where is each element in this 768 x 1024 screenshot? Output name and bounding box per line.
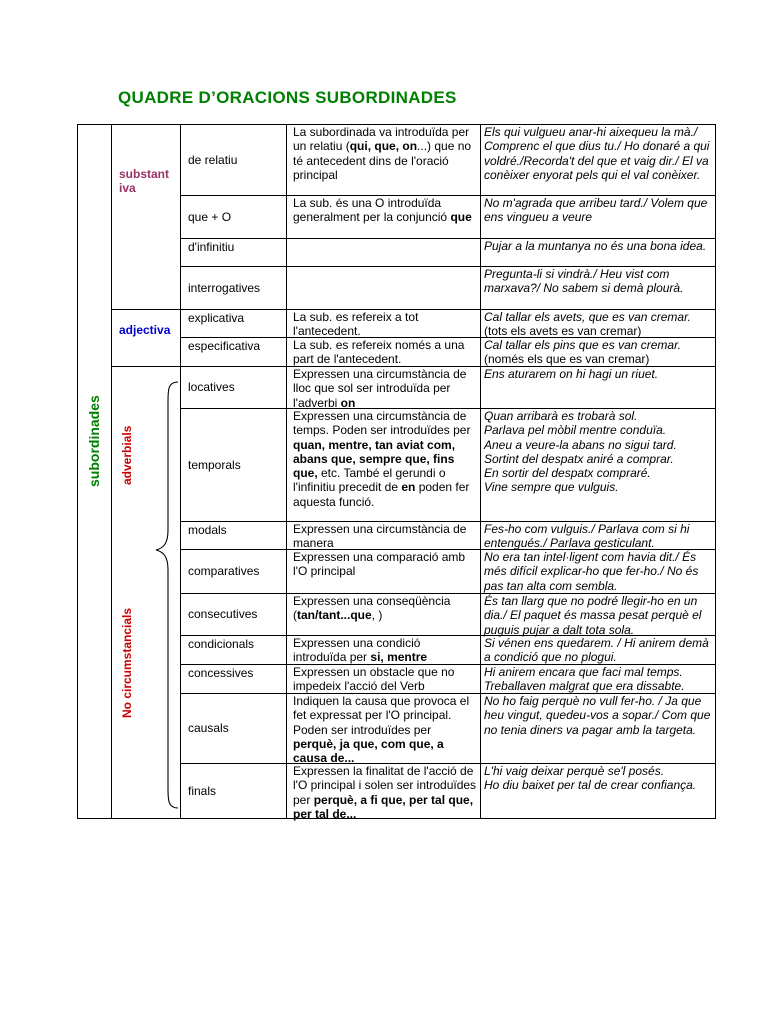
text-run: La sub. es refereix només a una part de l'antecedent. — [293, 338, 465, 367]
row-type: temporals — [188, 457, 241, 472]
bold-run: on — [340, 395, 356, 410]
row-description — [293, 310, 477, 339]
adverbials-label: adverbials — [120, 425, 134, 485]
text-run: , ) — [371, 608, 383, 623]
text-run: La subordinada va introduïda per un relatiu ( — [293, 125, 470, 154]
bold-run: perquè, ja que, com que, a causa de... — [293, 736, 444, 766]
text-run: Expressen una condició introduïda per — [293, 636, 421, 665]
bold-run: tan/tant...que — [297, 608, 372, 623]
row-type: concessives — [188, 666, 254, 680]
text-run: Expressen una circumstància de temps. Poden ser introduïdes per — [293, 409, 471, 438]
text-run: En sortir del despatx compraré. — [484, 466, 651, 481]
row-example — [484, 594, 712, 637]
text-run: Cal tallar els avets, que es van cremar. — [484, 310, 691, 324]
text-run: Parlava pel mòbil mentre conduïa. — [484, 423, 667, 438]
text-run: ( — [293, 608, 297, 623]
row-description — [293, 338, 477, 367]
grid-line — [111, 124, 112, 819]
bold-run: qui, que, on — [349, 139, 418, 154]
row-example — [484, 338, 712, 367]
text-run: Expressen una circumstància de lloc que sol ser introduïda per l'adverbi — [293, 367, 467, 410]
row-example — [484, 267, 712, 296]
text-run: Vine sempre que vulguis. — [484, 480, 619, 495]
row-example — [484, 522, 712, 551]
text-run: Ho diu baixet per tal de crear confiança. — [484, 778, 697, 793]
row-type: finals — [188, 784, 217, 798]
text-run: Hi anirem encara que faci mal temps. — [484, 665, 683, 679]
text-run: No m'agrada que arribeu tard./ Volem que ens vingueu a veure — [484, 196, 708, 225]
text-run: Fes-ho com vulguis./ Parlava com si hi entengués./ Parlava gesticulant. — [484, 522, 690, 551]
text-run: Aneu a veure-la abans no sigui tard. — [484, 437, 677, 452]
row-type: causals — [188, 721, 229, 735]
row-description — [293, 125, 477, 182]
text-run: Expressen una circumstància de manera — [293, 522, 467, 551]
text-run: És tan llarg que no podré llegir-ho en un dia./ El paquet és massa pesat perquè el puguis pujar a dalt tota sola. — [484, 594, 702, 637]
text-run: No ho faig perquè no vull fer-ho. / Ja que heu vingut, quedeu-vos a sopar./ Com que no tenia diners va pagar amb la targeta. — [484, 694, 711, 737]
text-run: Quan arribarà es trobarà sol. — [484, 409, 638, 423]
row-example — [484, 310, 712, 339]
text-run: Expressen un obstacle que no impedeix l'acció del Verb — [293, 665, 455, 694]
no-circumstancials-label: No circumstancials — [120, 607, 134, 718]
bold-run: perquè, a fi que, per tal que, per tal de... — [293, 792, 474, 821]
row-type: locatives — [188, 380, 235, 394]
subordinades-label: subordinades — [86, 395, 102, 487]
bold-run: en — [401, 480, 416, 495]
row-description — [293, 522, 477, 551]
row-type: interrogatives — [188, 280, 261, 295]
row-description — [293, 409, 477, 509]
text-run: etc. També el gerundi o l'infinitiu precedit de — [293, 466, 446, 495]
plain-run: (tots els avets es van cremar) — [484, 324, 642, 339]
text-run: ...) que no té antecedent dins de l'oració principal — [293, 139, 472, 182]
row-description — [293, 636, 477, 665]
bold-run: quan, mentre, tan aviat com, abans que, sempre que, fins que, — [293, 437, 456, 481]
text-run: Pregunta-li si vindrà./ Heu vist com marxava?/ No sabem si demà plourà. — [484, 267, 684, 296]
grid-line — [286, 124, 287, 819]
plain-run: (només els que es van cremar) — [484, 352, 650, 367]
grid-line — [480, 124, 481, 819]
text-run: Cal tallar els pins que es van cremar. — [484, 338, 681, 352]
row-type: modals — [188, 523, 227, 537]
row-type: que + O — [188, 209, 232, 224]
text-run: Expressen la finalitat de l'acció de l'O principal i solen ser introduïdes per — [293, 764, 477, 807]
text-run: Expressen una comparació amb l'O principal — [293, 550, 466, 579]
row-description — [293, 764, 477, 821]
text-run: L'hi vaig deixar perquè se'l posés. — [484, 764, 665, 778]
row-example — [484, 636, 712, 665]
row-type: explicativa — [188, 311, 245, 325]
curly-brace-icon — [152, 380, 182, 810]
row-example — [484, 367, 712, 381]
row-example — [484, 764, 712, 793]
row-example — [484, 694, 712, 737]
row-example — [484, 550, 712, 593]
row-example — [484, 409, 712, 495]
text-run: poden fer aquesta funció. — [293, 480, 470, 509]
row-type: especificativa — [188, 339, 261, 353]
bold-run: que — [450, 210, 472, 225]
text-run: Sortint del despatx aniré a comprar. — [484, 451, 674, 466]
text-run: La sub. és una O introduïda generalment per la conjunció — [293, 196, 451, 225]
text-run: Expressen una conseqüència — [293, 594, 451, 608]
text-run: Si vénen ens quedarem. / Hi anirem demà a condició que no plogui. — [484, 636, 709, 665]
row-description — [293, 665, 477, 694]
substantiva-label-line2: iva — [119, 181, 136, 195]
row-example — [484, 196, 712, 225]
row-description — [293, 594, 477, 623]
bold-run: si, mentre — [370, 650, 428, 665]
text-run: Treballaven malgrat que era dissabte. — [484, 679, 685, 694]
text-run: Indiquen la causa que provoca el fet expressat per l'O principal. Poden ser introduïdes per — [293, 694, 470, 737]
text-run: No era tan intel·ligent com havia dit./ És més difícil explicar-ho que fer-ho./ No és pas tan alta com sembla. — [484, 550, 699, 593]
adjectiva-label: adjectiva — [119, 323, 171, 337]
row-example — [484, 125, 712, 182]
substantiva-label — [119, 167, 169, 195]
row-description — [293, 694, 477, 765]
row-type: d'infinitiu — [188, 240, 235, 254]
text-run: La sub. es refereix a tot l'antecedent. — [293, 310, 419, 339]
row-type: consecutives — [188, 607, 258, 621]
text-run: Els qui vulgueu anar-hi aixequeu la mà./ Comprenc el que dius tu./ Ho donaré a qui voldré./Recorda't del que et vaig dir./ El va conèixer enyorat pels qui el val conèixer. — [484, 125, 710, 182]
text-run: Pujar a la muntanya no és una bona idea. — [484, 239, 707, 253]
row-example — [484, 239, 712, 253]
row-description — [293, 367, 477, 410]
row-type: de relatiu — [188, 152, 238, 167]
substantiva-label-line1: substant — [119, 167, 170, 181]
row-type: condicionals — [188, 637, 255, 651]
row-description — [293, 550, 477, 579]
row-description — [293, 196, 477, 225]
row-type: comparatives — [188, 564, 260, 578]
page-title: QUADRE D’ORACIONS SUBORDINADES — [118, 88, 457, 107]
text-run: Ens aturarem on hi hagi un riuet. — [484, 367, 659, 381]
row-example — [484, 665, 712, 694]
